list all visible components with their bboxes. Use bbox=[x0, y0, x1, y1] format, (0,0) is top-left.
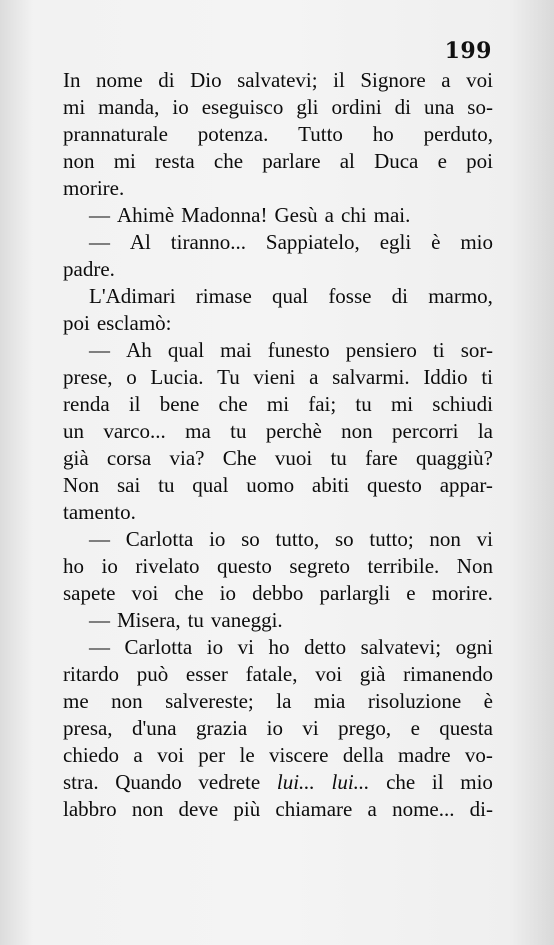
text-line bbox=[63, 364, 493, 391]
word: qual bbox=[192, 473, 229, 497]
word: vi bbox=[302, 716, 319, 740]
word: salvereste; bbox=[165, 689, 254, 713]
text-line bbox=[63, 121, 493, 148]
word: Che bbox=[222, 446, 257, 470]
word: bene bbox=[159, 392, 200, 416]
word: — bbox=[89, 230, 110, 254]
word: — bbox=[89, 608, 110, 632]
text-line bbox=[63, 796, 493, 823]
word: ma bbox=[185, 419, 211, 443]
word: labbro bbox=[63, 797, 117, 821]
word: voi bbox=[157, 743, 184, 767]
word: le bbox=[239, 743, 255, 767]
word: Iddio bbox=[423, 365, 468, 389]
word: io bbox=[266, 716, 283, 740]
text-line bbox=[63, 526, 493, 553]
word: io bbox=[172, 95, 189, 119]
word: quaggiù? bbox=[415, 446, 493, 470]
word: poi bbox=[466, 149, 493, 173]
word: voi bbox=[131, 581, 159, 605]
word: so- bbox=[467, 95, 493, 119]
word: lui... bbox=[331, 770, 370, 794]
word: Non bbox=[456, 554, 493, 578]
word: già bbox=[63, 446, 89, 470]
word: segreto bbox=[289, 554, 351, 578]
text-line bbox=[63, 175, 493, 202]
word: al bbox=[339, 149, 355, 173]
word: egli bbox=[379, 230, 412, 254]
word: della bbox=[342, 743, 384, 767]
word: voi bbox=[466, 68, 493, 92]
word: voi bbox=[315, 662, 343, 686]
word: ti bbox=[432, 338, 445, 362]
text-line bbox=[63, 607, 493, 634]
word: è bbox=[483, 689, 493, 713]
word: viscere bbox=[269, 743, 329, 767]
word: — bbox=[89, 527, 110, 551]
word: tutto, bbox=[275, 527, 320, 551]
text-line bbox=[63, 715, 493, 742]
word: io bbox=[206, 635, 224, 659]
word: e bbox=[406, 581, 416, 605]
word: di bbox=[391, 284, 409, 308]
text-line bbox=[63, 202, 493, 229]
word: mi bbox=[113, 149, 136, 173]
text-line bbox=[63, 742, 493, 769]
word: poi bbox=[63, 311, 90, 335]
word: che bbox=[386, 770, 416, 794]
word: Al bbox=[129, 230, 151, 254]
word: mi bbox=[63, 95, 86, 119]
word: grazia bbox=[195, 716, 248, 740]
text-line bbox=[63, 391, 493, 418]
word: me bbox=[63, 689, 89, 713]
word: esclamò: bbox=[96, 311, 172, 335]
text-line bbox=[63, 661, 493, 688]
text-line bbox=[63, 94, 493, 121]
word: parlare bbox=[262, 149, 321, 173]
word: risoluzione bbox=[367, 689, 462, 713]
word: morire. bbox=[431, 581, 493, 605]
word: fatale, bbox=[245, 662, 298, 686]
word: via? bbox=[169, 446, 205, 470]
word: Sappiatelo, bbox=[265, 230, 360, 254]
word: questo bbox=[217, 554, 272, 578]
word: Ahimè bbox=[117, 203, 175, 227]
word: che bbox=[213, 149, 244, 173]
word: mi bbox=[390, 392, 414, 416]
word: non bbox=[63, 149, 95, 173]
word: d'una bbox=[131, 716, 177, 740]
word: prannaturale bbox=[63, 122, 168, 146]
word: appar- bbox=[439, 473, 493, 497]
word: io bbox=[209, 527, 226, 551]
word: Gesù bbox=[274, 203, 318, 227]
word: tu bbox=[330, 446, 347, 470]
word: Signore bbox=[360, 68, 426, 92]
word: — bbox=[89, 338, 110, 362]
text-line bbox=[63, 634, 493, 661]
word: a bbox=[309, 365, 319, 389]
word: Non bbox=[63, 473, 100, 497]
word: chiamare bbox=[275, 797, 353, 821]
word: padre. bbox=[63, 257, 115, 281]
word: salvatevi; bbox=[360, 635, 442, 659]
word: Dio bbox=[190, 68, 222, 92]
word: manda, bbox=[98, 95, 160, 119]
word: sai bbox=[116, 473, 141, 497]
text-line bbox=[63, 148, 493, 175]
word: di bbox=[158, 68, 175, 92]
word: debbo bbox=[252, 581, 304, 605]
word: pensiero bbox=[345, 338, 417, 362]
word: vieni bbox=[253, 365, 296, 389]
word: il bbox=[431, 770, 444, 794]
word: e bbox=[410, 716, 420, 740]
word: una bbox=[423, 95, 455, 119]
word: tu bbox=[158, 473, 175, 497]
word: percorri bbox=[392, 419, 459, 443]
word: questa bbox=[439, 716, 493, 740]
word: nome... bbox=[392, 797, 455, 821]
word: a bbox=[441, 68, 451, 92]
word: rimase bbox=[195, 284, 252, 308]
word: Tutto bbox=[298, 122, 343, 146]
text-line bbox=[63, 580, 493, 607]
word: Quando bbox=[115, 770, 182, 794]
word: abiti bbox=[311, 473, 350, 497]
word: Duca bbox=[374, 149, 419, 173]
word: nome bbox=[96, 68, 143, 92]
text-line bbox=[63, 769, 493, 796]
word: a bbox=[324, 203, 334, 227]
word: eseguisco bbox=[201, 95, 284, 119]
word: questo bbox=[367, 473, 422, 497]
word: so bbox=[241, 527, 260, 551]
text-line bbox=[63, 67, 493, 94]
word: rimanendo bbox=[403, 662, 493, 686]
text-line bbox=[63, 553, 493, 580]
word: renda bbox=[63, 392, 110, 416]
word: tutto; bbox=[369, 527, 414, 551]
text-line bbox=[63, 688, 493, 715]
word: Misera, bbox=[117, 608, 181, 632]
word: marmo, bbox=[428, 284, 493, 308]
word: qual bbox=[167, 338, 205, 362]
word: Madonna! bbox=[181, 203, 268, 227]
word: mio bbox=[460, 770, 493, 794]
word: mi bbox=[266, 392, 290, 416]
word: madre bbox=[398, 743, 451, 767]
word: resta bbox=[155, 149, 195, 173]
word: la bbox=[477, 419, 493, 443]
word: ho bbox=[63, 554, 84, 578]
text-line bbox=[63, 418, 493, 445]
word: Carlotta bbox=[124, 635, 193, 659]
word: mia bbox=[313, 689, 346, 713]
text-line bbox=[63, 337, 493, 364]
word: ho bbox=[268, 635, 290, 659]
word: e bbox=[437, 149, 447, 173]
word: sor- bbox=[460, 338, 493, 362]
word: tu bbox=[187, 608, 204, 632]
word: salvarmi. bbox=[332, 365, 410, 389]
word: ordini bbox=[331, 95, 382, 119]
word: lui... bbox=[276, 770, 315, 794]
word: schiudi bbox=[432, 392, 493, 416]
word: salvatevi; bbox=[237, 68, 318, 92]
word: — bbox=[89, 635, 110, 659]
text-line bbox=[63, 256, 493, 283]
word: un bbox=[63, 419, 84, 443]
word: prego, bbox=[338, 716, 392, 740]
word: che bbox=[174, 581, 204, 605]
word: può bbox=[136, 662, 169, 686]
word: il bbox=[333, 68, 345, 92]
word: L'Adimari bbox=[89, 284, 176, 308]
text-line bbox=[63, 229, 493, 256]
word: funesto bbox=[267, 338, 330, 362]
word: a bbox=[133, 743, 143, 767]
word: prese, bbox=[63, 365, 113, 389]
word: tu bbox=[355, 392, 372, 416]
word: vi bbox=[237, 635, 254, 659]
word: — bbox=[89, 203, 110, 227]
word: Ah bbox=[126, 338, 152, 362]
text-line bbox=[63, 283, 493, 310]
word: più bbox=[233, 797, 261, 821]
word: gli bbox=[296, 95, 319, 119]
word: vuoi bbox=[274, 446, 313, 470]
word: a bbox=[367, 797, 377, 821]
word: parlargli bbox=[319, 581, 391, 605]
word: corsa bbox=[106, 446, 152, 470]
word: vo- bbox=[464, 743, 493, 767]
text-line bbox=[63, 472, 493, 499]
word: presa, bbox=[63, 716, 113, 740]
word: io bbox=[219, 581, 237, 605]
word: fare bbox=[365, 446, 398, 470]
word: è bbox=[431, 230, 441, 254]
word: qual bbox=[271, 284, 309, 308]
word: di- bbox=[469, 797, 493, 821]
body-text bbox=[63, 67, 493, 823]
word: fai; bbox=[308, 392, 337, 416]
word: non bbox=[341, 419, 373, 443]
word: di bbox=[394, 95, 411, 119]
word: vedrete bbox=[198, 770, 261, 794]
page-number: 199 bbox=[444, 38, 492, 64]
word: perchè bbox=[265, 419, 322, 443]
word: vi bbox=[476, 527, 493, 551]
word: già bbox=[359, 662, 386, 686]
word: mai bbox=[220, 338, 252, 362]
word: detto bbox=[304, 635, 347, 659]
word: ogni bbox=[455, 635, 493, 659]
word: tamento. bbox=[63, 500, 136, 524]
word: io bbox=[101, 554, 118, 578]
word: non bbox=[131, 797, 164, 821]
word: non bbox=[111, 689, 143, 713]
word: deve bbox=[178, 797, 219, 821]
word: o bbox=[126, 365, 137, 389]
word: morire. bbox=[63, 176, 125, 200]
word: che bbox=[218, 392, 248, 416]
word: ritardo bbox=[63, 662, 119, 686]
word: rivelato bbox=[135, 554, 200, 578]
word: so bbox=[334, 527, 354, 551]
word: la bbox=[276, 689, 292, 713]
word: esser bbox=[185, 662, 228, 686]
word: chi bbox=[340, 203, 367, 227]
word: In bbox=[63, 68, 81, 92]
word: perduto, bbox=[423, 122, 493, 146]
word: varco... bbox=[103, 419, 166, 443]
word: fosse bbox=[328, 284, 372, 308]
word: mai. bbox=[373, 203, 411, 227]
word: potenza. bbox=[197, 122, 269, 146]
word: tiranno... bbox=[170, 230, 247, 254]
word: non bbox=[429, 527, 461, 551]
word: mio bbox=[460, 230, 493, 254]
text-line bbox=[63, 445, 493, 472]
word: chiedo bbox=[63, 743, 119, 767]
word: ti bbox=[481, 365, 493, 389]
word: il bbox=[128, 392, 141, 416]
word: sapete bbox=[63, 581, 116, 605]
word: terribile. bbox=[367, 554, 440, 578]
word: stra. bbox=[63, 770, 99, 794]
word: Tu bbox=[217, 365, 240, 389]
word: per bbox=[198, 743, 226, 767]
word: vaneggi. bbox=[210, 608, 283, 632]
word: tu bbox=[230, 419, 247, 443]
text-line bbox=[63, 499, 493, 526]
text-line bbox=[63, 310, 493, 337]
word: ho bbox=[372, 122, 394, 146]
word: uomo bbox=[246, 473, 295, 497]
word: Carlotta bbox=[125, 527, 194, 551]
word: Lucia. bbox=[150, 365, 204, 389]
